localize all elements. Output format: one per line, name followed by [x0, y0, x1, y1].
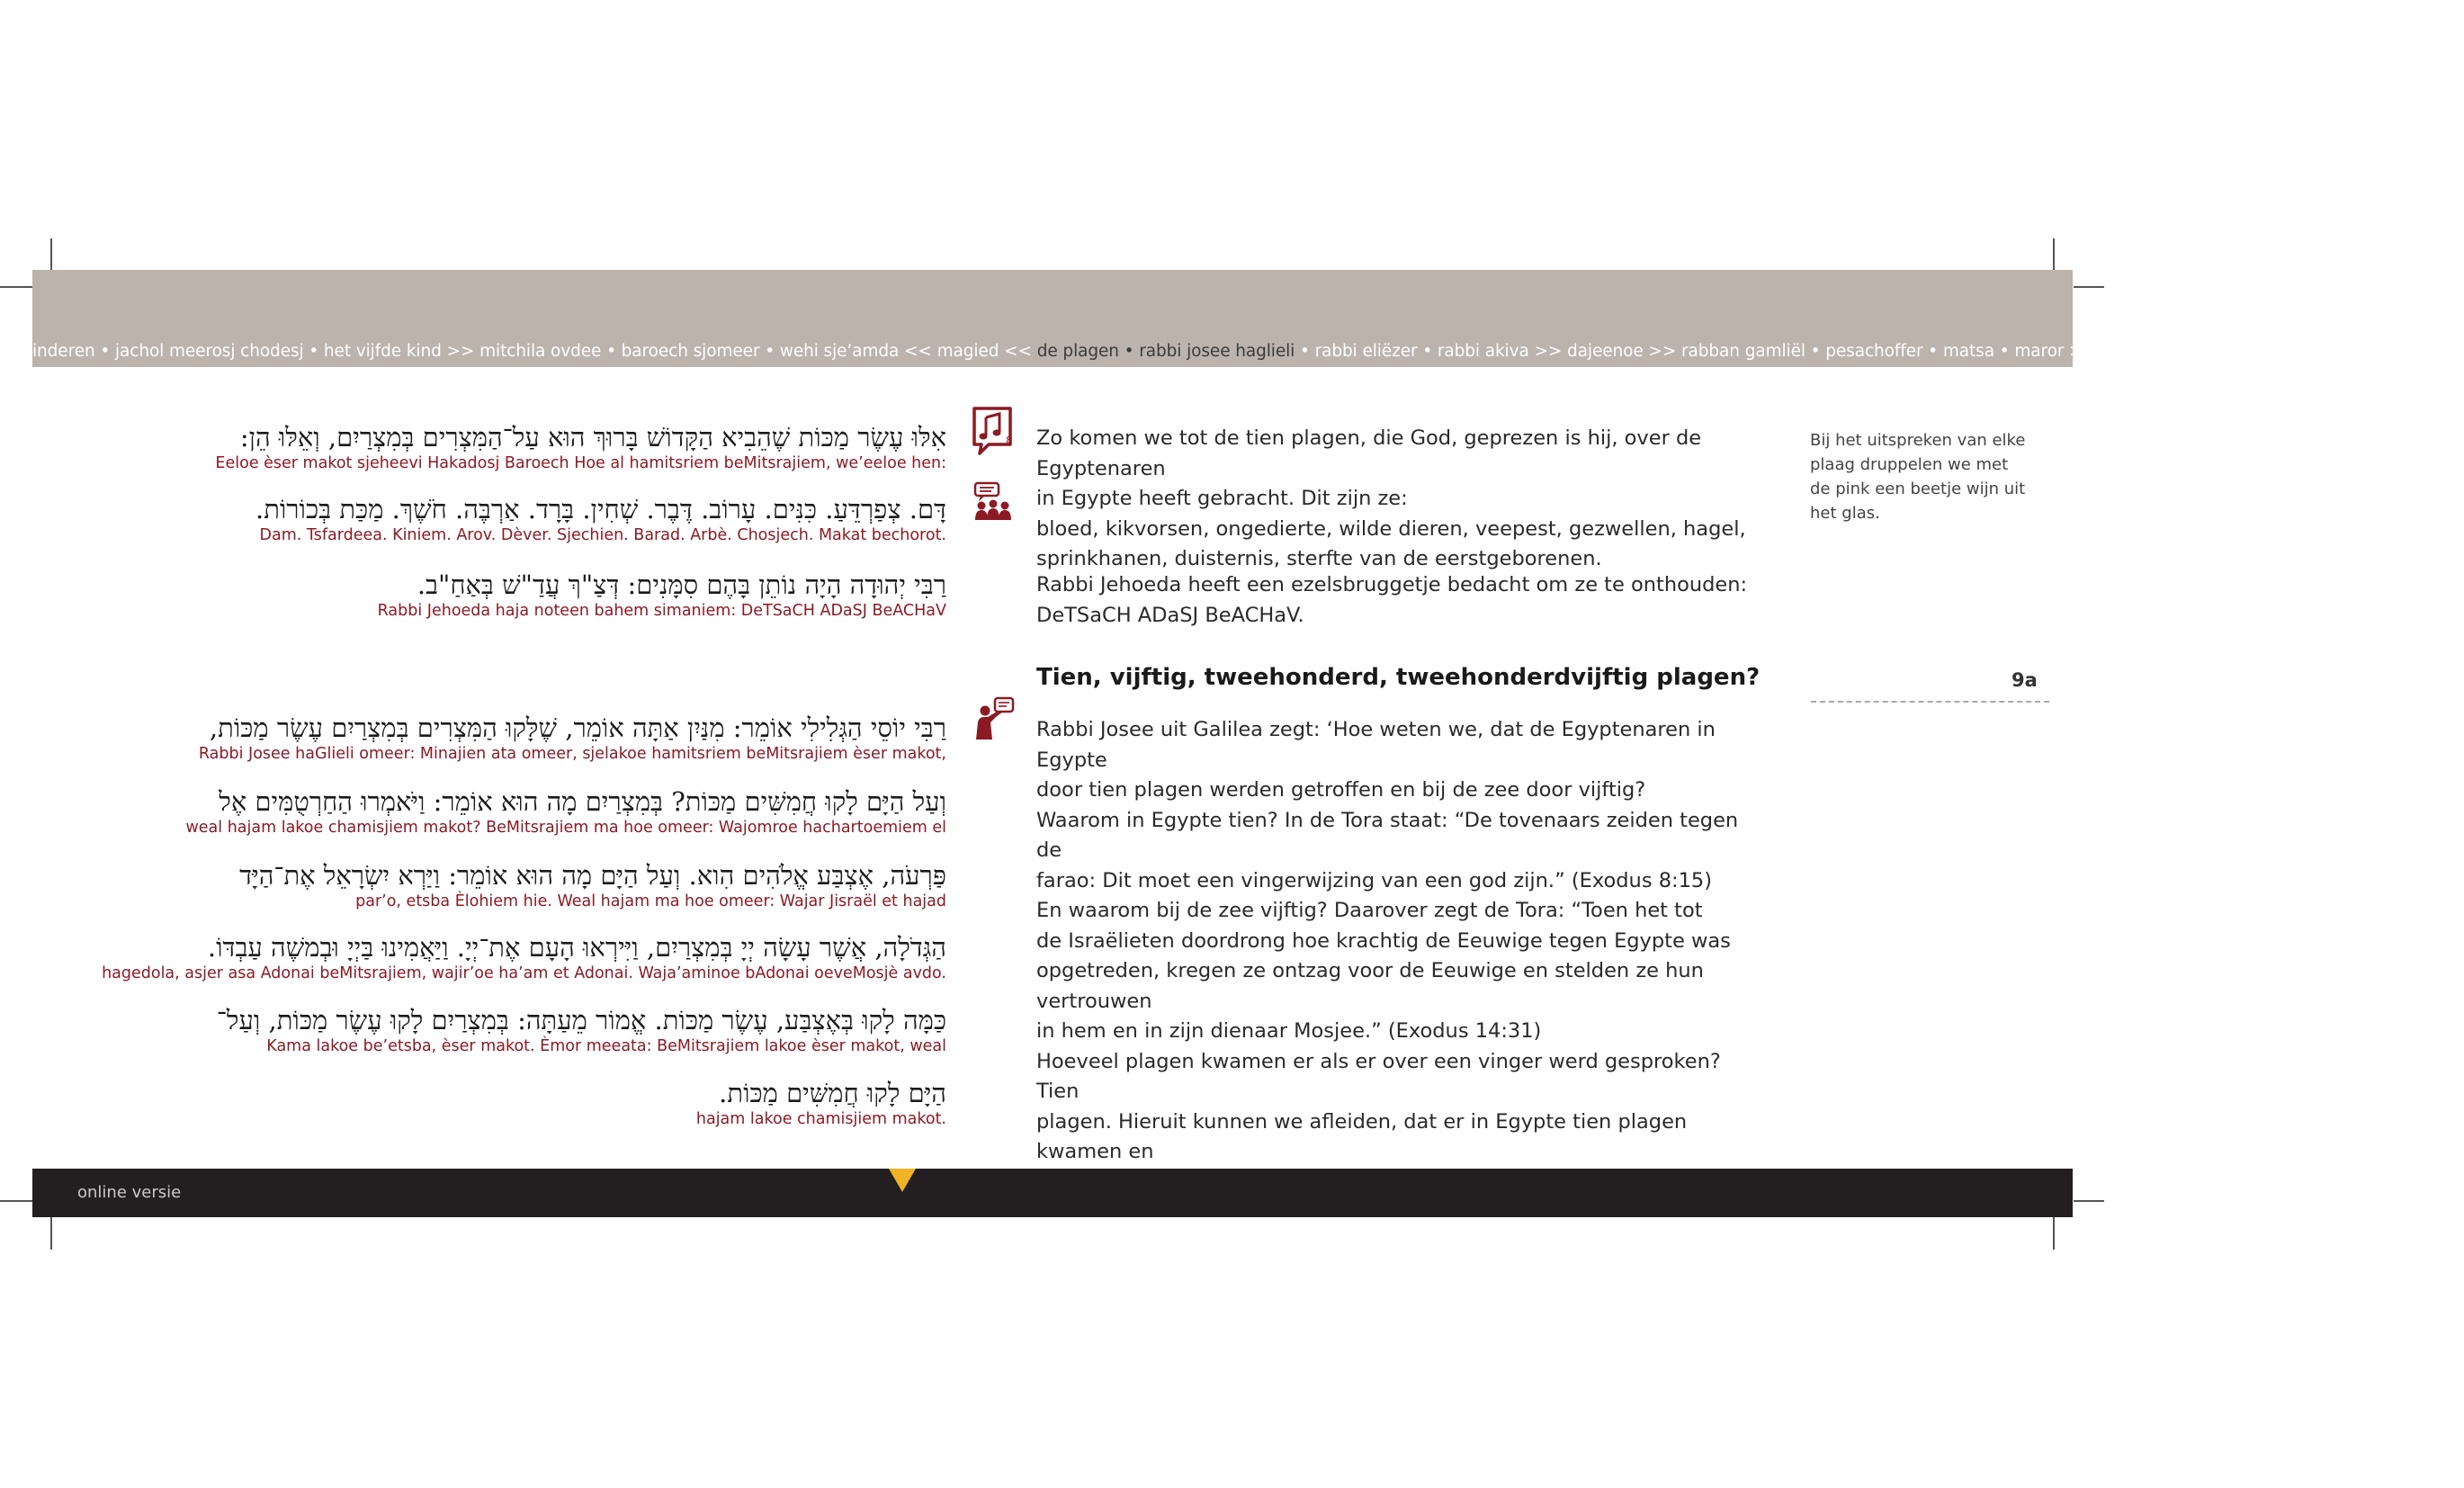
crop-mark [2053, 1217, 2055, 1250]
transliteration-line: hagedola, asjer asa Adonai beMitsrajiem, wajir’oe ha’am et Adonai. Waja’aminoe bAdonai oeveMosjè avdo. [102, 964, 946, 982]
crop-mark [50, 238, 52, 273]
crop-mark [2074, 286, 2104, 288]
section-heading: Tien, vijftig, tweehonderd, tweehonderdvijftig plagen? [1036, 664, 1761, 691]
section-number: 9a [2012, 669, 2038, 691]
transliteration-line: hajam lakoe chamisjiem makot. [695, 1110, 946, 1128]
footer-label[interactable]: online versie [77, 1183, 182, 1202]
hebrew-block [696, 1077, 946, 1129]
hebrew-block [239, 859, 946, 911]
paragraph-line: Hoeveel plagen kwamen er als er over een vinger werd gesproken? Tien [1036, 1049, 1721, 1103]
paragraph-line: de Israëlieten doordrong hoe krachtig de Eeuwige tegen Egypte was [1036, 928, 1731, 953]
hebrew-block [185, 785, 946, 838]
paragraph-line: in hem en in zijn dienaar Mosjee.” (Exodus 14:31) [1036, 1019, 1542, 1043]
hebrew-line: דָּם. צְפַרְדֵּעַ. כִּנִּים. עָרוֹב. דֶּבֶר. שְׁחִין. בָּרָד. אַרְבֶּה. חֹשֶׁךְ. מַכַּת בְּכוֹרוֹת. [255, 494, 946, 524]
hebrew-line: אִלּוּ עֶשֶׂר מַכּוֹת שֶׁהֵבִיא הַקָּדוֹשׁ בָּרוּךְ הוּא עַל־הַמִּצְרִים בְּמִצְרַיִם, וְאֵלּוּ הֵן: [239, 422, 946, 453]
footer-band [32, 1169, 2073, 1217]
transliteration-line: Rabbi Josee haGlieli omeer: Minajien ata omeer, sjelakoe hamitsriem beMitsrajiem èser makot, [198, 745, 946, 763]
transliteration-line: weal hajam lakoe chamisjiem makot? BeMitsrajiem ma hoe omeer: Wajomroe hachartoemiem el [185, 819, 946, 837]
navigation-band [32, 270, 2464, 367]
music-icon-number: 8 [1006, 435, 1012, 446]
paragraph-line: Rabbi Jehoeda heeft een ezelsbruggetje bedacht om ze te onthouden: [1036, 573, 1748, 596]
crop-mark [0, 286, 32, 288]
side-note: Bij het uitspreken van elke plaag druppelen we met de pink een beetje wijn uit het glas. [1810, 431, 2026, 523]
music-note-icon [971, 405, 1016, 457]
group-discussion-icon [970, 482, 1015, 522]
hebrew-line: כַּמָּה לָקוּ בְּאֶצְבַּע, עֶשֶׂר מַכּוֹת. אֱמוֹר מֵעַתָּה: בְּמִצְרַיִם לָקוּ עֶשֶׂר מַכּוֹת, וְעַל־ [216, 1005, 946, 1035]
dutch-paragraph-1 [1036, 424, 1765, 575]
hebrew-block [255, 493, 946, 545]
hebrew-block [217, 1004, 946, 1056]
paragraph-line: door tien plagen werden getroffen en bij de zee door vijftig? [1036, 778, 1646, 802]
crop-mark [2074, 1200, 2104, 1202]
breadcrumb-before[interactable]: inderen • jachol meerosj chodesj • het vijfde kind >> mitchila ovdee • baroech sjomeer • wehi sje’amda << magied << [32, 342, 1037, 361]
hebrew-block [199, 712, 946, 764]
transliteration-line: Rabbi Jehoeda haja noteen bahem simaniem: DeTSaCH ADaSJ BeACHaV [377, 602, 946, 620]
paragraph-line: farao: Dit moet een vingerwijzing van een god zijn.” (Exodus 8:15) [1036, 868, 1712, 892]
speaker-icon [973, 695, 1017, 740]
hebrew-block [102, 931, 946, 983]
page-marker-triangle [889, 1169, 916, 1192]
paragraph-line: Zo komen we tot de tien plagen, die God, geprezen is hij, over de Egyptenaren [1036, 426, 1702, 480]
breadcrumb-current[interactable]: de plagen • rabbi josee haglieli [1036, 342, 1295, 361]
hebrew-line: הַגְּדֹלָה, אֲשֶׁר עָשָׂה יְיָ בְּמִצְרַיִם, וַיִּירְאוּ הָעָם אֶת־יְיָ. וַיַּאֲמִינוּ בַּיְיָ וּבְמשֶׁה עַבְדּוֹ. [207, 932, 946, 963]
breadcrumb-after[interactable]: • rabbi eliëzer • rabbi akiva >> dajeenoe >> rabban gamliël • pesachoffer • matsa • maror >> bechol dor wador >> halleel deel 1 • psalm [1295, 342, 2464, 361]
dashed-divider [1811, 701, 2049, 703]
hebrew-line: הַיָּם לָקוּ חֲמִשִּׁים מַכּוֹת. [719, 1078, 946, 1108]
breadcrumb [32, 342, 2464, 361]
paragraph-line: bloed, kikvorsen, ongedierte, wilde dieren, veepest, gezwellen, hagel, [1036, 516, 1746, 541]
paragraph-line: En waarom bij de zee vijftig? Daarover zegt de Tora: “Toen het tot [1036, 899, 1703, 922]
paragraph-line: Rabbi Josee uit Galilea zegt: ‘Hoe weten we, dat de Egyptenaren in Egypte [1036, 718, 1716, 772]
hebrew-block [378, 569, 946, 621]
crop-mark [50, 1217, 52, 1250]
transliteration-line: par’o, etsba Èlohiem hie. Weal hajam ma hoe omeer: Wajar Jisraël et hajad [355, 892, 946, 910]
paragraph-line: plagen. Hieruit kunnen we afleiden, dat er in Egypte tien plagen kwamen en [1036, 1109, 1688, 1163]
transliteration-line: Kama lakoe be’etsba, èser makot. Èmor meeata: BeMitsrajiem lakoe èser makot, weal [266, 1037, 946, 1055]
paragraph-line: opgetreden, kregen ze ontzag voor de Eeuwige en stelden ze hun vertrouwen [1036, 959, 1704, 1013]
paragraph-line: DeTSaCH ADaSJ BeACHaV. [1036, 603, 1304, 627]
transliteration-line: Eeloe èser makot sjeheevi Hakadosj Baroech Hoe al hamitsriem beMitsrajiem, we’eeloe hen: [215, 454, 946, 472]
crop-mark [2053, 238, 2055, 273]
hebrew-block [215, 421, 946, 473]
dutch-paragraph-2 [1036, 570, 1765, 631]
paragraph-line: sprinkhanen, duisternis, sterfte van de eerstgeborenen. [1036, 547, 1602, 570]
hebrew-line: וְעַל הַיָּם לָקוּ חֲמִשִּׁים מַכּוֹת? בְּמִצְרַיִם מָה הוּא אוֹמֵר: וַיֹּאמְרוּ הַחַרְטֻמִּים אֶל [219, 786, 946, 817]
hebrew-line: רַבִּי יוֹסֵי הַגְּלִילִי אוֹמֵר: מִנַּיִן אַתָּה אוֹמֵר, שֶׁלָּקוּ הַמִּצְרִים בְּמִצְרַיִם עֶשֶׂר מַכּוֹת, [209, 713, 946, 743]
dutch-paragraph-3 [1036, 715, 1765, 1197]
hebrew-line: פַּרְעֹה, אֶצְבַּע אֱלֹהִים הִוא. וְעַל הַיָּם מָה הוּא אוֹמֵר: וַיַּרְא יִשְׂרָאֵל אֶת־הַיָּד [239, 860, 946, 891]
crop-mark [0, 1200, 32, 1202]
paragraph-line: Waarom in Egypte tien? In de Tora staat: “De tovenaars zeiden tegen de [1036, 808, 1739, 862]
paragraph-line: in Egypte heeft gebracht. Dit zijn ze: [1036, 487, 1408, 510]
hebrew-line: רַבִּי יְהוּדָה הָיָה נוֹתֵן בָּהֶם סִמָּנִים: דְּצַ"ךְ עֲדַ"שׁ בְּאַחַ"ב. [417, 569, 946, 600]
transliteration-line: Dam. Tsfardeea. Kiniem. Arov. Dèver. Sjechien. Barad. Arbè. Chosjech. Makat bechorot. [259, 526, 946, 544]
